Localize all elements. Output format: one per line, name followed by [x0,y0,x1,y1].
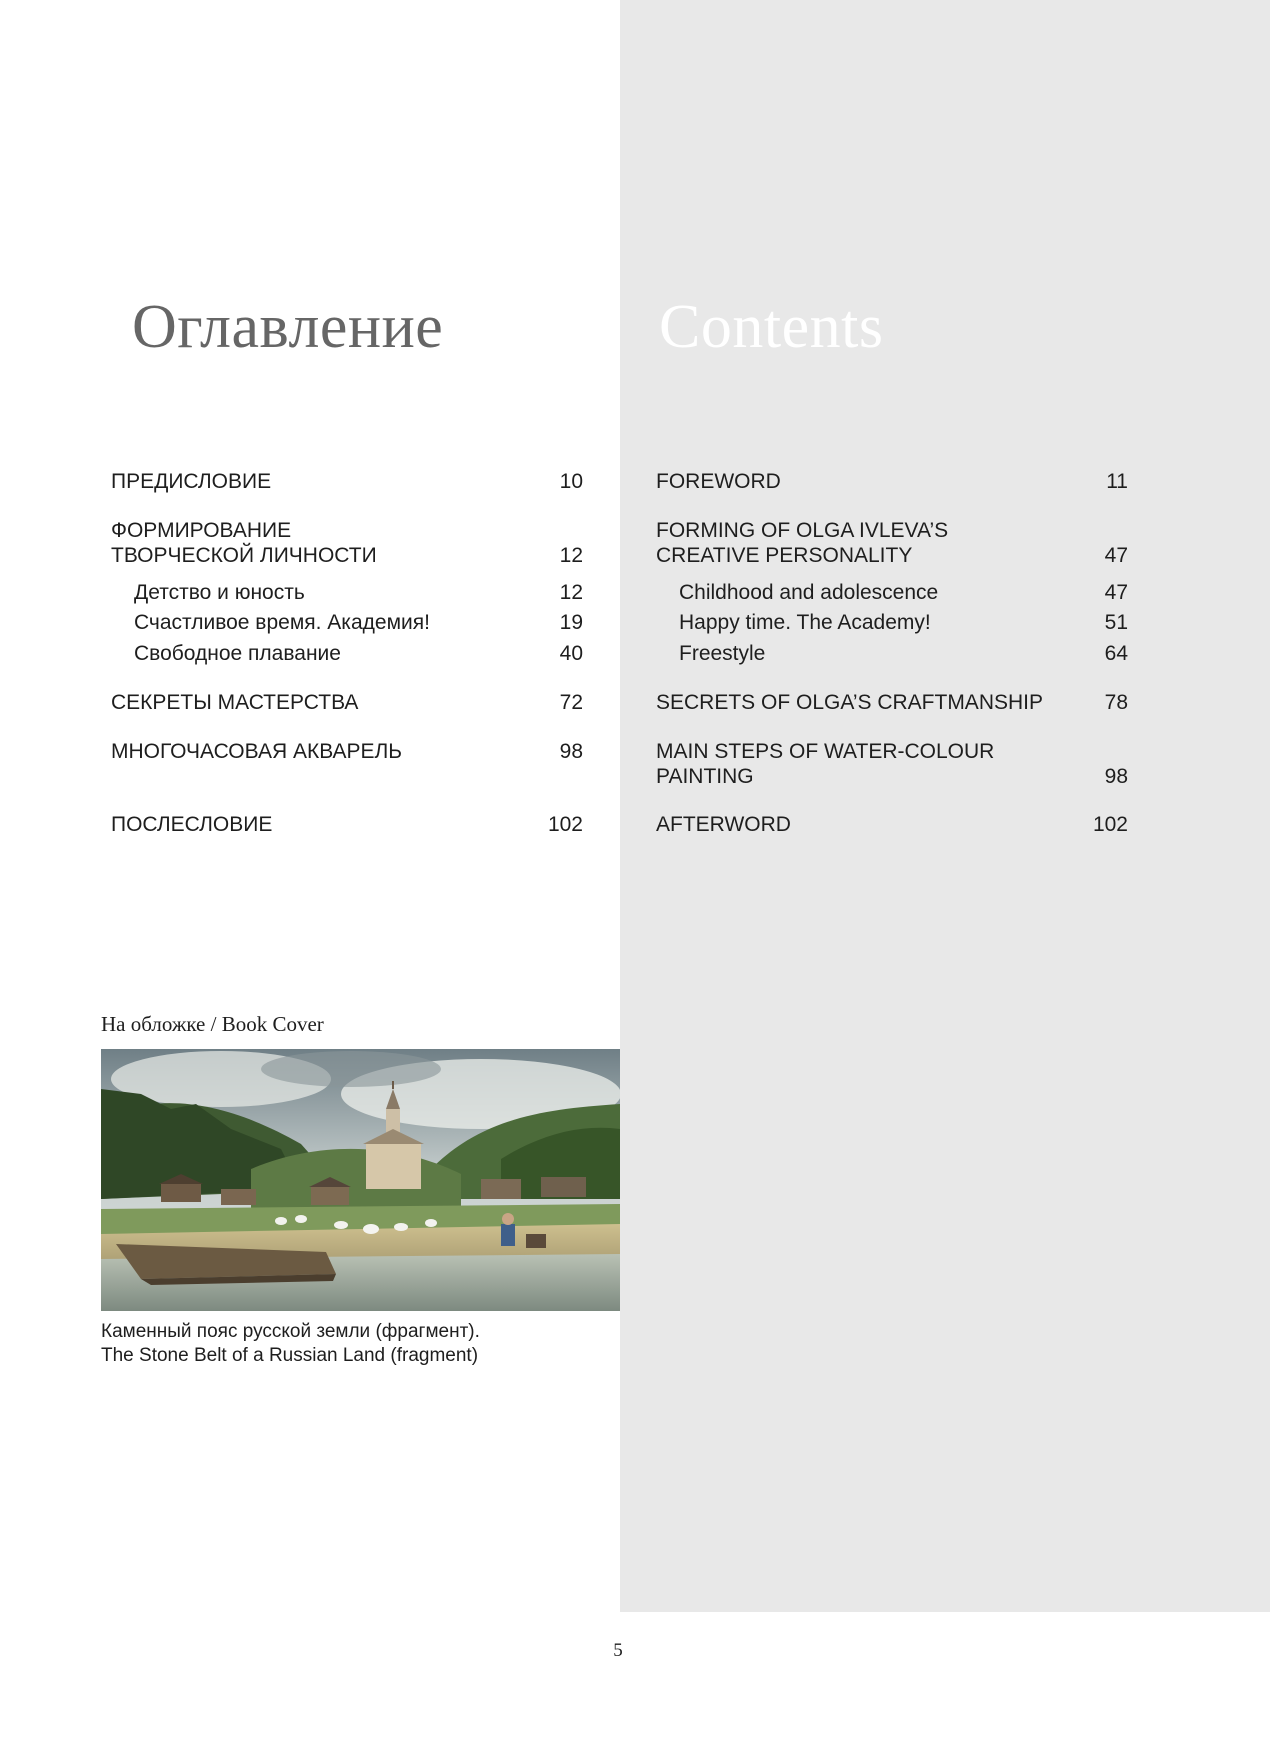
toc-page-number: 64 [1104,642,1128,665]
page-number: 5 [613,1640,623,1661]
toc-page-number: 12 [559,544,583,567]
toc-label: Freestyle [679,642,766,665]
cover-caption-english: The Stone Belt of a Russian Land (fragment) [101,1345,479,1366]
toc-page-number: 78 [1104,691,1128,714]
toc-page-number: 98 [1104,765,1128,788]
toc-entry-forming-en[interactable] [656,518,1128,568]
toc-page-number: 72 [559,691,583,714]
toc-label-line2: PAINTING [656,765,754,788]
toc-label: Детство и юность [134,581,305,604]
toc-page-number: 102 [547,813,583,836]
toc-page-number: 40 [559,642,583,665]
toc-page-number: 11 [1106,470,1128,493]
toc-label-line1: MAIN STEPS OF WATER-COLOUR [656,740,995,763]
toc-page-number: 102 [1092,813,1128,836]
contents-background-panel [620,0,1270,1612]
toc-label: Счастливое время. Академия! [134,611,430,634]
toc-page-number: 51 [1104,611,1128,634]
toc-page-number: 47 [1104,544,1128,567]
toc-label: СЕКРЕТЫ МАСТЕРСТВА [111,691,359,714]
toc-label: Happy time. The Academy! [679,611,931,634]
toc-label: AFTERWORD [656,813,791,836]
cover-caption-russian: Каменный пояс русской земли (фрагмент). [101,1321,480,1342]
toc-entry-forming-ru[interactable] [111,518,583,568]
cover-painting-image [101,1049,620,1311]
toc-label: ПРЕДИСЛОВИЕ [111,470,272,493]
toc-page-number: 19 [559,611,583,634]
toc-label: МНОГОЧАСОВАЯ АКВАРЕЛЬ [111,740,403,763]
toc-page-number: 47 [1104,581,1128,604]
toc-label: ПОСЛЕСЛОВИЕ [111,813,273,836]
title-russian: Оглавление [132,293,444,361]
toc-page-number: 98 [559,740,583,763]
toc-label: SECRETS OF OLGA’S CRAFTMANSHIP [656,691,1043,714]
book-cover-label: На обложке / Book Cover [101,1012,324,1036]
title-english: Contents [659,293,884,361]
toc-page-number: 12 [559,581,583,604]
toc-label-line1: FORMING OF OLGA IVLEVA’S [656,519,949,542]
toc-label: Childhood and adolescence [679,581,939,604]
toc-label: FOREWORD [656,470,781,493]
cover-caption [101,1320,480,1368]
toc-label: Свободное плавание [134,642,341,665]
toc-label-line2: CREATIVE PERSONALITY [656,544,913,567]
toc-page-number: 10 [559,470,583,493]
toc-label-line1: ФОРМИРОВАНИЕ [111,519,292,542]
toc-entry-watercolour-en[interactable] [656,739,1128,789]
toc-label-line2: ТВОРЧЕСКОЙ ЛИЧНОСТИ [111,544,377,567]
